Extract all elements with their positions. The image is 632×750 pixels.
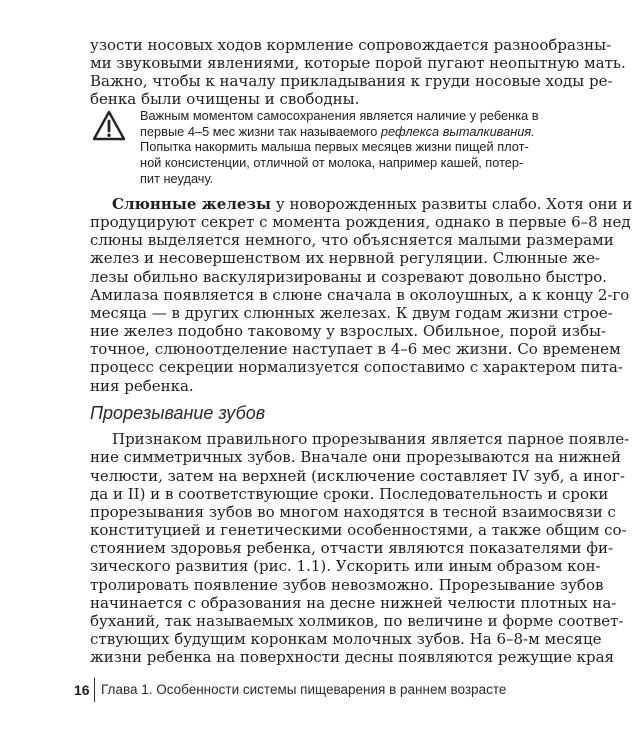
- paragraph-2-line: Амилаза появляется в слюне сначала в околоушных, а к концу 2-го: [90, 285, 630, 304]
- paragraph-1-line: узости носовых ходов кормление сопровождается разнообразны-: [90, 35, 612, 54]
- paragraph-3-line: ствующих будущим коронкам молочных зубов. На 6–8-м месяце: [90, 630, 602, 648]
- paragraph-3-line: жизни ребенка на поверхности десны появляются режущие края: [90, 648, 615, 667]
- paragraph-3-line: ние симметричных зубов. Вначале они прорезываются на нижней: [90, 448, 622, 467]
- paragraph-2-line: [112, 194, 632, 214]
- section-heading: Прорезывание зубов: [90, 402, 266, 423]
- paragraph-2-line: лезы обильно васкуляризированы и созревают довольно быстро.: [90, 267, 608, 286]
- paragraph-1-line: Важно, чтобы к началу прикладывания к груди носовые ходы ре-: [90, 72, 613, 90]
- paragraph-2-line: слюны выделяется немного, что объясняется малыми размерами: [90, 231, 614, 250]
- chapter-title: Глава 1. Особенности системы пищеварения в раннем возрасте: [101, 682, 507, 697]
- paragraph-1-line: бенка были очищены и свободны.: [90, 90, 360, 109]
- note-line: ной консистенции, отличной от молока, например кашей, потер-: [140, 155, 524, 170]
- salivary-glands-term: Слюнные железы: [112, 194, 272, 213]
- paragraph-2-line: точное, слюноотделение наступает в 4–6 мес жизни. Со временем: [90, 340, 621, 359]
- paragraph-2-text: у новорожденных развиты слабо. Хотя они и: [271, 194, 632, 213]
- paragraph-3-line: тролировать появление зубов невозможно. Прорезывание зубов: [90, 575, 604, 594]
- paragraph-3-line: челюсти, затем на верхней (исключение составляет IV зуб, а иног-: [90, 466, 625, 485]
- page-number: 16: [74, 682, 90, 698]
- paragraph-2-line: продуцируют секрет с момента рождения, однако в первые 6–8 нед: [90, 213, 631, 231]
- paragraph-3-line: зического развития (рис. 1.1). Ускорить или иным образом кон-: [90, 557, 601, 576]
- paragraph-3-line: конституцией и генетическими особенностями, а также общим со-: [90, 521, 627, 539]
- note-line: пит неудачу.: [140, 170, 214, 186]
- paragraph-3-line: стоянием здоровья ребенка, отчасти являются показателями фи-: [90, 539, 614, 558]
- note-line: [140, 123, 535, 140]
- paragraph-3-line: прорезывания зубов во многом находятся в тесной взаимосвязи с: [90, 502, 616, 521]
- paragraph-1-line: ми звуковыми явлениями, которые порой пугают неопытную мать.: [90, 53, 626, 72]
- paragraph-2-line: процесс секреции нормализуется сопоставимо с характером пита-: [90, 358, 623, 377]
- paragraph-2-line: ние желез подобно таковому у взрослых. Обильное, порой избы-: [90, 322, 606, 340]
- warning-icon: [92, 110, 126, 142]
- paragraph-2-line: месяца — в других слюнных железах. К двум годам жизни строе-: [90, 303, 613, 322]
- paragraph-2-line: ния ребенка.: [90, 376, 194, 395]
- paragraph-2-line: желез и несовершенством их нервной регуляции. Слюнные же-: [90, 249, 601, 268]
- paragraph-3-line: да и II) и в соответствующие сроки. Последовательность и сроки: [90, 484, 609, 503]
- note-line: Попытка накормить малыша первых месяцев жизни пищей плот-: [140, 139, 529, 155]
- footer-divider: [94, 678, 95, 702]
- paragraph-3-line: буханий, так называемых холмиков, по величине и форме соответ-: [90, 611, 624, 630]
- note-line: Важным моментом самосохранения является наличие у ребенка в: [140, 108, 539, 124]
- paragraph-3-line: Признаком правильного прорезывания является парное появле-: [112, 430, 630, 449]
- paragraph-3-line: начинается с образования на десне нижней челюсти плотных на-: [90, 593, 617, 612]
- note-text: первые 4–5 мес жизни так называемого: [140, 123, 381, 139]
- reflex-term: рефлекса выталкивания.: [380, 123, 535, 139]
